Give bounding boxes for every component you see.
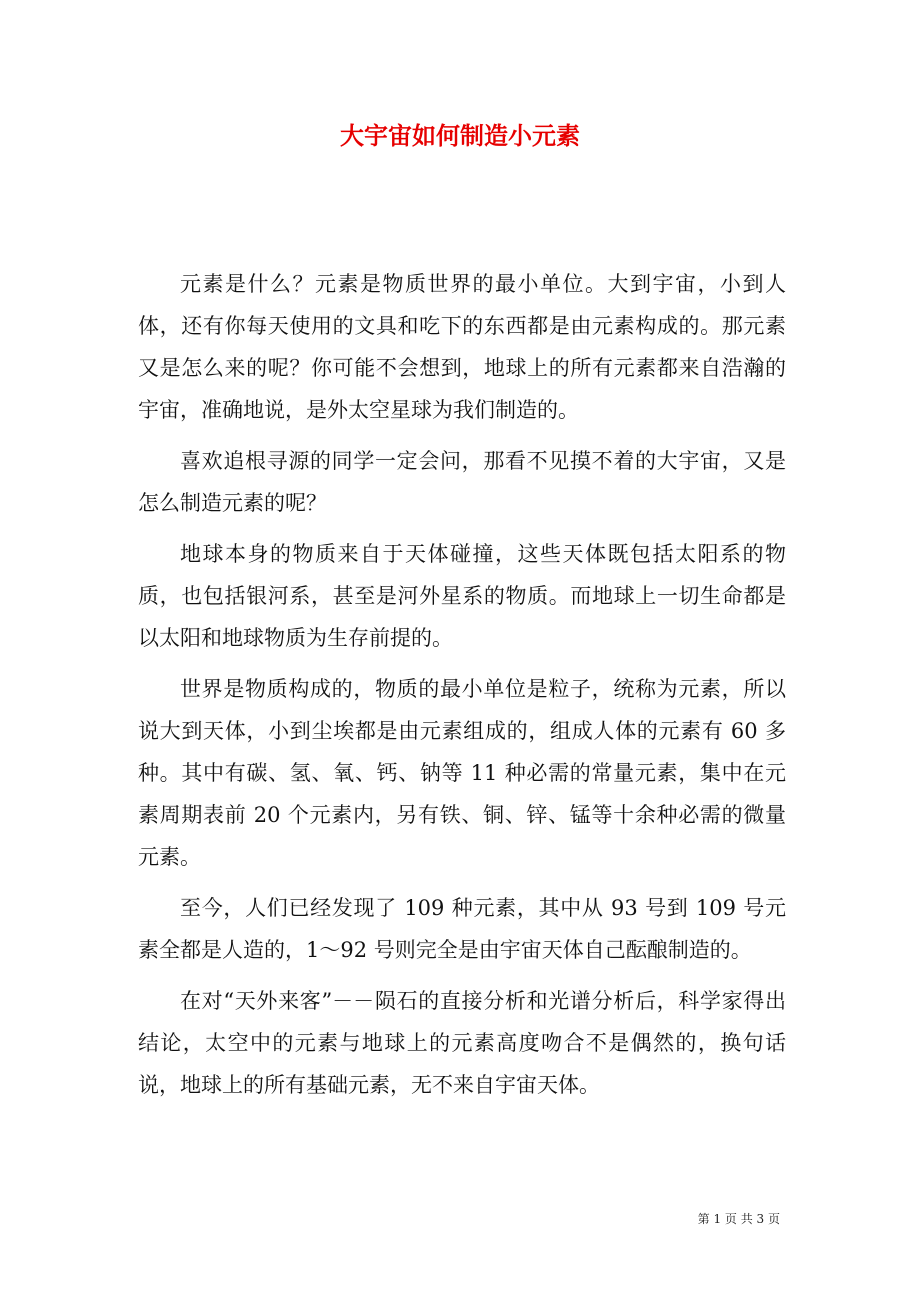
paragraph-4: 世界是物质构成的，物质的最小单位是粒子，统称为元素，所以说大到天体，小到尘埃都是由元素组成的，组成人体的元素有 60 多种。其中有碳、氢、氧、钙、钠等 11 种必需的常量元素，集中在元素周期表前 20 个元素内，另有铁、铜、锌、锰等十余种必需的微量元素。 [138, 677, 786, 869]
page-title: 大宇宙如何制造小元素 [340, 121, 580, 150]
paragraph-3: 地球本身的物质来自于天体碰撞，这些天体既包括太阳系的物质，也包括银河系，甚至是河外星系的物质。而地球上一切生命都是以太阳和地球物质为生存前提的。 [138, 542, 786, 650]
article-body [138, 263, 786, 1115]
paragraph-6: 在对“天外来客”－－陨石的直接分析和光谱分析后，科学家得出结论，太空中的元素与地球上的元素高度吻合不是偶然的，换句话说，地球上的所有基础元素，无不来自宇宙天体。 [138, 989, 786, 1097]
paragraph-5: 至今，人们已经发现了 109 种元素，其中从 93 号到 109 号元素全都是人造的，1～92 号则完全是由宇宙天体自己酝酿制造的。 [138, 896, 786, 962]
page-number: 第 1 页 共 3 页 [697, 1212, 780, 1226]
paragraph-1: 元素是什么？元素是物质世界的最小单位。大到宇宙，小到人体，还有你每天使用的文具和吃下的东西都是由元素构成的。那元素又是怎么来的呢？你可能不会想到，地球上的所有元素都来自浩瀚的宇宙，准确地说，是外太空星球为我们制造的。 [138, 272, 786, 422]
paragraph-2: 喜欢追根寻源的同学一定会问，那看不见摸不着的大宇宙，又是怎么制造元素的呢？ [138, 449, 786, 515]
